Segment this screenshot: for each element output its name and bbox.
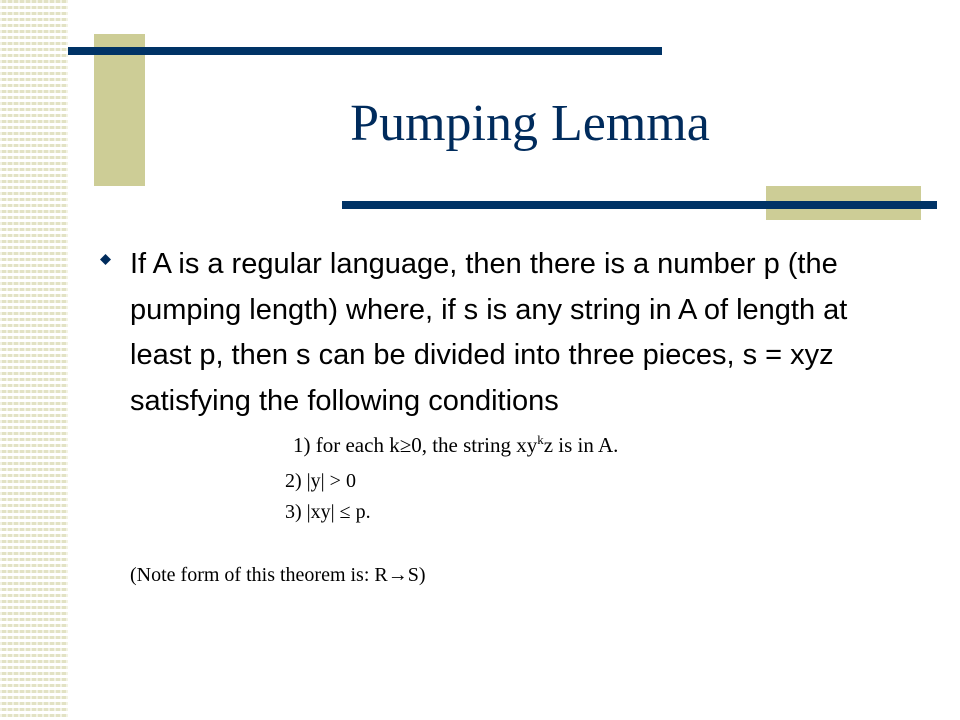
left-striped-border-texture — [0, 0, 68, 720]
decorative-bar-bottom — [342, 201, 937, 209]
condition-1-tail: z is in A. — [543, 433, 619, 457]
condition-3: 3) |xy| ≤ p. — [285, 501, 371, 523]
bullet-text: If A is a regular language, then there is a number p (the pumping length) where, if s is any string in A of length at least p, then s can be divided into three pieces, s = xyz satisfying the following conditions — [130, 248, 848, 417]
slide-title: Pumping Lemma — [350, 95, 710, 152]
decorative-olive-block-top — [94, 34, 145, 186]
diamond-bullet-icon — [100, 254, 111, 265]
condition-2: 2) |y| > 0 — [285, 470, 356, 492]
condition-1-text: 1) for each k≥0, the string xy — [293, 433, 538, 457]
decorative-bar-top — [68, 47, 662, 55]
theorem-note: (Note form of this theorem is: R→S) — [130, 564, 426, 586]
condition-1-superscript: k — [537, 432, 544, 447]
condition-1 — [293, 433, 618, 458]
